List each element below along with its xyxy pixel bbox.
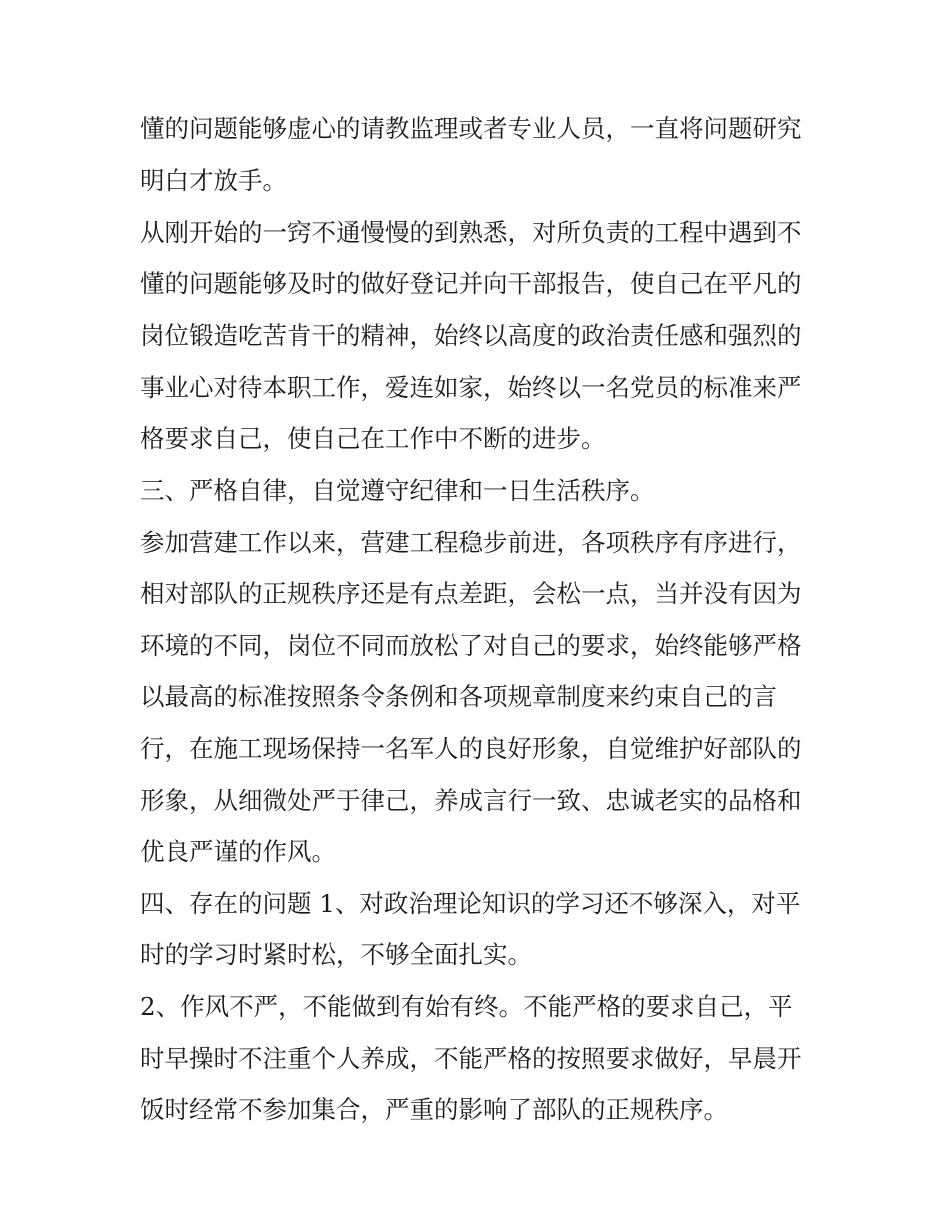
text-line: 以最高的标准按照条令条例和各项规章制度来约束自己的言 <box>140 682 777 711</box>
text-line: 懂的问题能够及时的做好登记并向干部报告，使自己在平凡的 <box>140 269 802 298</box>
text-line: 懂的问题能够虚心的请教监理或者专业人员，一直将问题研究 <box>140 114 802 143</box>
text-line: 岗位锻造吃苦肯干的精神，始终以高度的政治责任感和强烈的 <box>140 321 802 350</box>
text-line: 时的学习时紧时松，不够全面扎实。 <box>140 940 532 969</box>
text-line: 形象，从细微处严于律己，养成言行一致、忠诚老实的品格和 <box>140 786 802 815</box>
section-heading: 四、存在的问题 1、对政治理论知识的学习还不够深入，对平 <box>140 889 801 918</box>
section-heading: 三、严格自律，自觉遵守纪律和一日生活秩序。 <box>140 476 655 505</box>
text-line: 明白才放手。 <box>140 166 287 195</box>
text-line: 事业心对待本职工作，爱连如家，始终以一名党员的标准来严 <box>140 373 802 402</box>
text-line: 环境的不同，岗位不同而放松了对自己的要求，始终能够严格 <box>140 631 802 660</box>
text-line: 饭时经常不参加集合，严重的影响了部队的正规秩序。 <box>140 1095 728 1124</box>
text-line: 优良严谨的作风。 <box>140 837 336 866</box>
text-line: 格要求自己，使自己在工作中不断的进步。 <box>140 424 606 453</box>
text-line: 参加营建工作以来，营建工程稳步前进，各项秩序有序进行， <box>140 528 802 557</box>
text-line: 行，在施工现场保持一名军人的良好形象，自觉维护好部队的 <box>140 734 802 763</box>
text-line: 从刚开始的一窍不通慢慢的到熟悉，对所负责的工程中遇到不 <box>140 218 802 247</box>
text-line: 2、作风不严，不能做到有始有终。不能严格的要求自己，平 <box>140 992 793 1021</box>
text-line: 时早操时不注重个人养成，不能严格的按照要求做好，早晨开 <box>140 1044 802 1073</box>
text-line: 相对部队的正规秩序还是有点差距，会松一点，当并没有因为 <box>140 579 802 608</box>
